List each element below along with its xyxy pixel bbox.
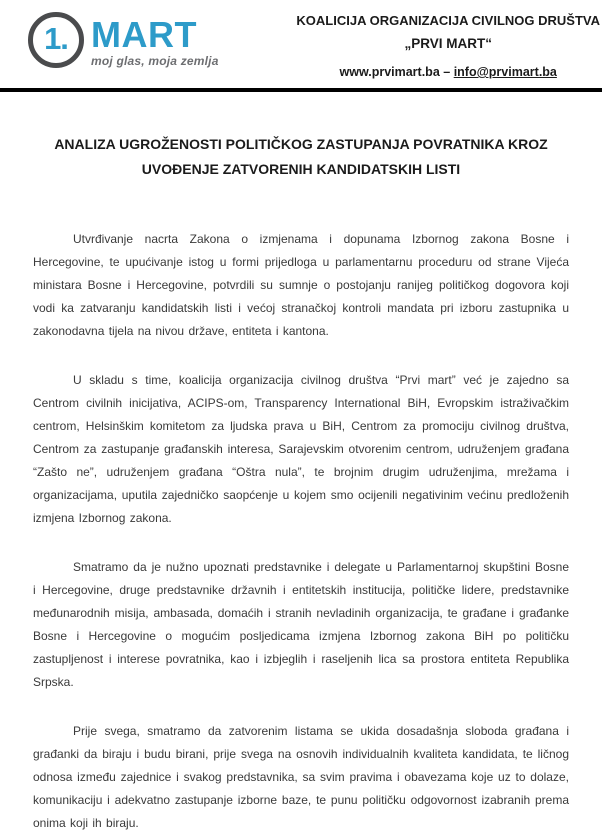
logo-wordmark: MART [91, 14, 197, 55]
logo-number: 1. [44, 21, 68, 56]
letterhead [0, 0, 602, 79]
header-divider [0, 88, 602, 92]
email-link[interactable]: info@prvimart.ba [453, 65, 557, 79]
logo-circle-icon [28, 12, 84, 68]
title-line-2: UVOĐENJE ZATVORENIH KANDIDATSKIH LISTI [141, 161, 461, 177]
document-body [0, 132, 602, 835]
paragraph-1: Utvrđivanje nacrta Zakona o izmjenama i dopunama Izbornog zakona Bosne i Hercegovine, te upućivanje istog u formi prijedloga u parlamentarnu proceduru od strane Vijeća ministara Bosne i Hercegovine, potvrdili su sumnje o postojanju ranijeg političkog dogovora koji vodi ka zatvaranju kandidatskih listi i većoj stranačkoj kontroli mandata pri izboru zastupnika u zakonodavna tijela na nivou države, entiteta i kantona. [33, 232, 569, 338]
org-contact-line [296, 65, 600, 79]
paragraph-4: Prije svega, smatramo da zatvorenim listama se ukida dosadašnja sloboda građana i građanki da biraju i budu birani, prije svega na osnovih individualnih kvaliteta kandidata, te ličnog odnosa između zajednice i svakog predstavnika, sa svim pravima i obavezama koje uz to dolaze, komunikaciju i adekvatno zastupanje izborne baze, te punu političku odgovornost izabranih prema onima koji ih biraju. [33, 724, 569, 830]
title-line-1: ANALIZA UGROŽENOSTI POLITIČKOG ZASTUPANJA POVRATNIKA KROZ [54, 136, 548, 152]
document-title [33, 132, 569, 182]
paragraph-3: Smatramo da je nužno upoznati predstavnike i delegate u Parlamentarnoj skupštini Bosne i Hercegovine, druge predstavnike državnih i entitetskih institucija, političke lidere, predstavnike međunarodnih misija, ambasada, domaćih i stranih nevladinih organizacija, te građane i građanke Bosne i Hercegovine o mogućim posljedicama izmjena Izbornog zakona BiH po političku zastupljenost i interese povratnika, kao i izbjeglih i raseljenih lica sa prostora entiteta Republika Srpska. [33, 560, 569, 689]
logo-text-block [91, 10, 219, 68]
prvi-mart-logo [28, 10, 219, 68]
logo-tagline: moj glas, moja zemlja [91, 54, 219, 68]
paragraph-2: U skladu s time, koalicija organizacija civilnog društva “Prvi mart” već je zajedno sa Centrom civilnih inicijativa, ACIPS-om, Transparency International BiH, Evropskim istraživačkim centrom, Helsinškim komitetom za ljudska prava u BiH, Centrom za promociju civilnog društva, Centrom za zastupanje građanskih interesa, Sarajevskim otvorenim centrom, udruženjem građana “Zašto ne”, udruženjem građana “Oštra nula”, te brojnim drugim udruženjima, mrežama i organizacijama, uputila zajedničko saopćenje u kojem smo ocijenili negativinim većinu predloženih izmjena Izbornog zakona. [33, 373, 569, 525]
website-url: www.prvimart.ba [339, 65, 440, 79]
org-title-block [296, 10, 600, 79]
dash-separator: – [443, 65, 451, 79]
org-short-name: „PRVI MART“ [404, 36, 492, 51]
org-name: KOALICIJA ORGANIZACIJA CIVILNOG DRUŠTVA [296, 13, 600, 28]
